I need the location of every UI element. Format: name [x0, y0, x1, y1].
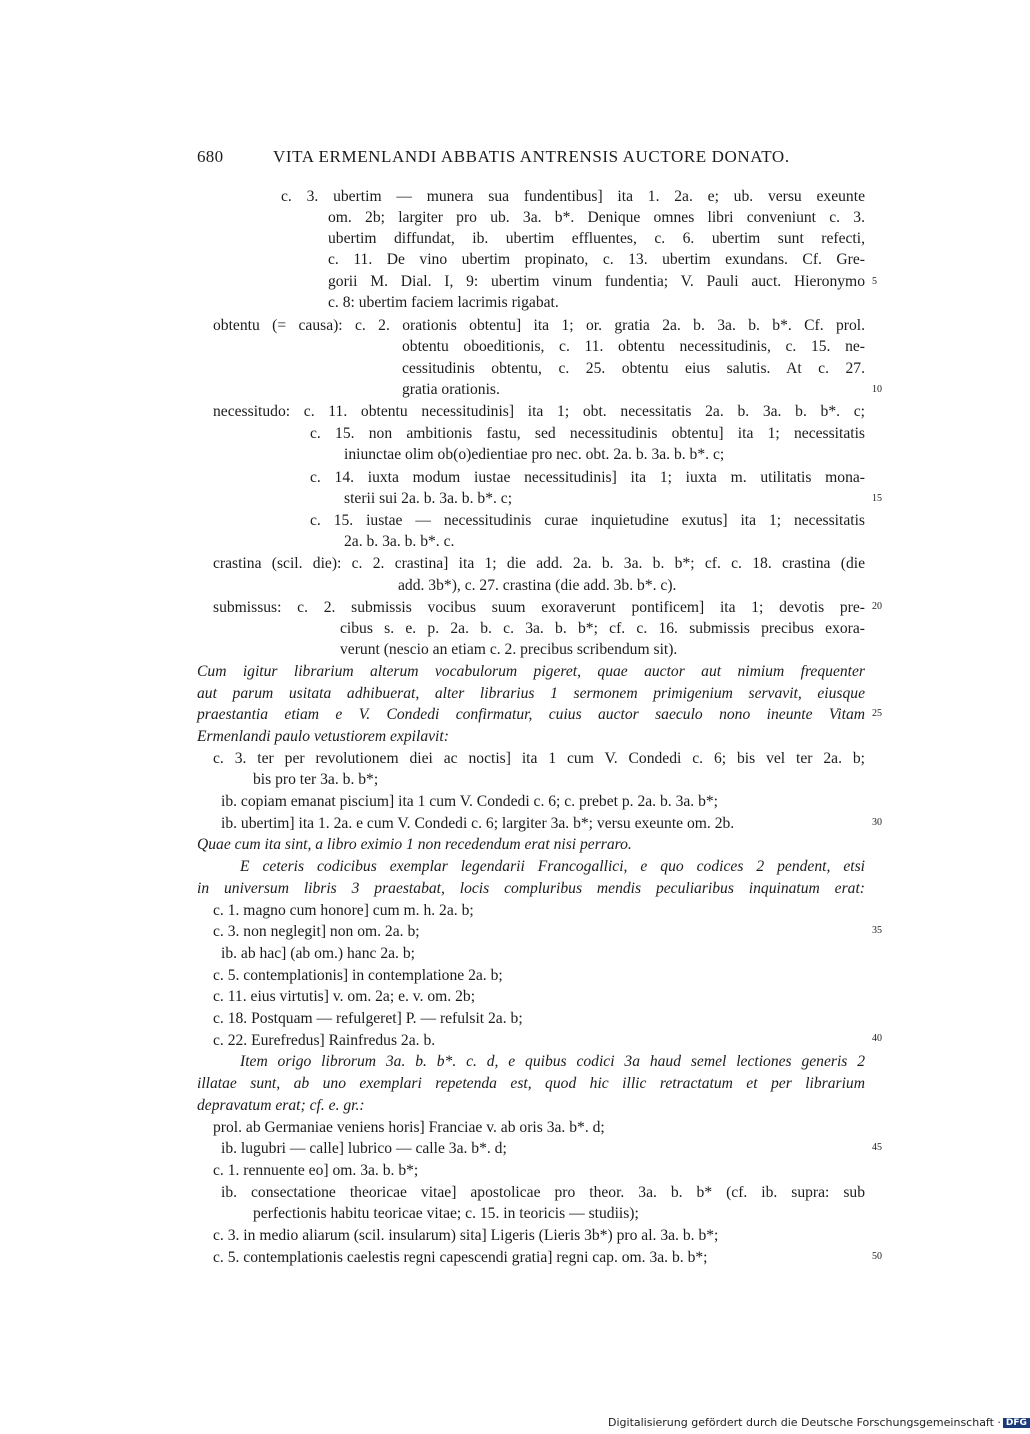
text-line: c. 3. ter per revolutionem diei ac noctis] ita 1 cum V. Condedi c. 6; bis vel ter 2a. b;	[213, 750, 865, 767]
text-line: Quae cum ita sint, a libro eximio 1 non recedendum erat nisi perraro.	[197, 836, 632, 853]
text-line: cibus s. e. p. 2a. b. c. 3a. b. b*; cf. c. 16. submissis precibus exora-	[340, 620, 865, 637]
text-line: c. 11. eius virtutis] v. om. 2a; e. v. om. 2b;	[213, 988, 476, 1005]
line-number: 35	[872, 925, 882, 936]
text-line: bis pro ter 3a. b. b*;	[253, 771, 379, 788]
text-line: depravatum erat; cf. e. gr.:	[197, 1097, 365, 1114]
text-line: c. 5. contemplationis caelestis regni capescendi gratia] regni cap. om. 3a. b. b*;	[213, 1249, 708, 1266]
line-number: 45	[872, 1142, 882, 1153]
text-line: illatae sunt, ab uno exemplari repetenda est, quod hic illic retractatum et per librarium	[197, 1075, 865, 1092]
text-line: gorii M. Dial. I, 9: ubertim vinum fundentia; V. Pauli auct. Hieronymo	[328, 273, 865, 290]
text-line: c. 15. iustae — necessitudinis curae inquietudine exutus] ita 1; necessitatis	[310, 512, 865, 529]
text-line: in universum libris 3 praestabat, locis compluribus mendis peculiaribus inquinatum erat:	[197, 880, 865, 897]
line-number: 40	[872, 1033, 882, 1044]
text-line: c. 5. contemplationis] in contemplatione 2a. b;	[213, 967, 503, 984]
text-line: submissus: c. 2. submissis vocibus suum exoraverunt pontificem] ita 1; devotis pre-	[213, 599, 865, 616]
text-line: praestantia etiam e V. Condedi confirmatur, cuius auctor saeculo nono ineunte Vitam	[197, 706, 865, 723]
text-line: ib. ubertim] ita 1. 2a. e cum V. Condedi c. 6; largiter 3a. b*; versu exeunte om. 2b.	[221, 815, 735, 832]
line-number: 5	[872, 276, 877, 287]
line-number: 15	[872, 493, 882, 504]
text-line: c. 14. iuxta modum iustae necessitudinis] ita 1; iuxta m. utilitatis mona-	[310, 469, 865, 486]
text-line: c. 11. De vino ubertim propinato, c. 13. ubertim exundans. Cf. Gre-	[328, 251, 865, 268]
text-line: ubertim diffundat, ib. ubertim effluentes, c. 6. ubertim sunt refecti,	[328, 230, 865, 247]
text-line: c. 8: ubertim faciem lacrimis rigabat.	[328, 294, 559, 311]
line-number: 30	[872, 817, 882, 828]
text-line: Item origo librorum 3a. b. b*. c. d, e quibus codici 3a haud semel lectiones generis 2	[240, 1053, 865, 1070]
text-line: c. 1. magno cum honore] cum m. h. 2a. b;	[213, 902, 474, 919]
text-line: necessitudo: c. 11. obtentu necessitudinis] ita 1; obt. necessitatis 2a. b. 3a. b. b*. c;	[213, 403, 865, 420]
text-line: E ceteris codicibus exemplar legendarii Francogallici, e quo codices 2 pendent, etsi	[240, 858, 865, 875]
text-line: obtentu oboeditionis, c. 11. obtentu necessitudinis, c. 15. ne-	[402, 338, 865, 355]
text-line: ib. ab hac] (ab om.) hanc 2a. b;	[221, 945, 415, 962]
text-line: Ermenlandi paulo vetustiorem expilavit:	[197, 728, 449, 745]
text-line: aut parum usitata adhibuerat, alter librarius 1 sermonem primigenium servavit, eiusque	[197, 685, 865, 702]
text-line: verunt (nescio an etiam c. 2. precibus scribendum sit).	[340, 641, 678, 658]
text-line: add. 3b*), c. 27. crastina (die add. 3b. b*. c).	[398, 577, 677, 594]
line-number: 20	[872, 601, 882, 612]
text-line: sterii sui 2a. b. 3a. b. b*. c;	[344, 490, 513, 507]
line-number: 50	[872, 1251, 882, 1262]
text-line: c. 1. rennuente eo] om. 3a. b. b*;	[213, 1162, 419, 1179]
text-line: c. 3. non neglegit] non om. 2a. b;	[213, 923, 420, 940]
text-line: ib. copiam emanat piscium] ita 1 cum V. Condedi c. 6; c. prebet p. 2a. b. 3a. b*;	[221, 793, 719, 810]
digitization-footer	[608, 1416, 1030, 1429]
text-line: c. 15. non ambitionis fastu, sed necessitudinis obtentu] ita 1; necessitatis	[310, 425, 865, 442]
text-line: gratia orationis.	[402, 381, 500, 398]
text-line: 2a. b. 3a. b. b*. c.	[344, 533, 455, 550]
text-line: c. 3. in medio aliarum (scil. insularum) sita] Ligeris (Lieris 3b*) pro al. 3a. b. b*;	[213, 1227, 719, 1244]
text-line: perfectionis habitu teoricae vitae; c. 15. in teoricis — studiis);	[253, 1205, 639, 1222]
line-number: 10	[872, 384, 882, 395]
text-line: crastina (scil. die): c. 2. crastina] ita 1; die add. 2a. b. 3a. b. b*; cf. c. 18. crastina (die	[213, 555, 865, 572]
footer-text: Digitalisierung gefördert durch die Deutsche Forschungsgemeinschaft ·	[608, 1416, 1001, 1429]
dfg-logo: DFG	[1003, 1418, 1030, 1428]
text-line: cessitudinis obtentu, c. 25. obtentu eius salutis. At c. 27.	[402, 360, 865, 377]
text-line: c. 18. Postquam — refulgeret] P. — refulsit 2a. b;	[213, 1010, 523, 1027]
text-line: Cum igitur librarium alterum vocabulorum pigeret, quae auctor aut nimium frequenter	[197, 663, 865, 680]
text-line: om. 2b; largiter pro ub. 3a. b*. Denique omnes libri conveniunt c. 3.	[328, 209, 865, 226]
text-line: c. 22. Eurefredus] Rainfredus 2a. b.	[213, 1032, 436, 1049]
page-number: 680	[197, 147, 224, 166]
text-line: prol. ab Germaniae veniens horis] Franciae v. ab oris 3a. b*. d;	[213, 1119, 605, 1136]
text-line: c. 3. ubertim — munera sua fundentibus] ita 1. 2a. e; ub. versu exeunte	[281, 188, 865, 205]
running-title: VITA ERMENLANDI ABBATIS ANTRENSIS AUCTORE DONATO.	[273, 147, 790, 166]
text-line: iniunctae olim ob(o)edientiae pro nec. obt. 2a. b. 3a. b. b*. c;	[344, 446, 725, 463]
text-line: ib. lugubri — calle] lubrico — calle 3a. b*. d;	[221, 1140, 507, 1157]
text-line: obtentu (= causa): c. 2. orationis obtentu] ita 1; or. gratia 2a. b. 3a. b. b*. Cf. prol.	[213, 317, 865, 334]
line-number: 25	[872, 708, 882, 719]
text-line: ib. consectatione theoricae vitae] apostolicae pro theor. 3a. b. b* (cf. ib. supra: sub	[221, 1184, 865, 1201]
